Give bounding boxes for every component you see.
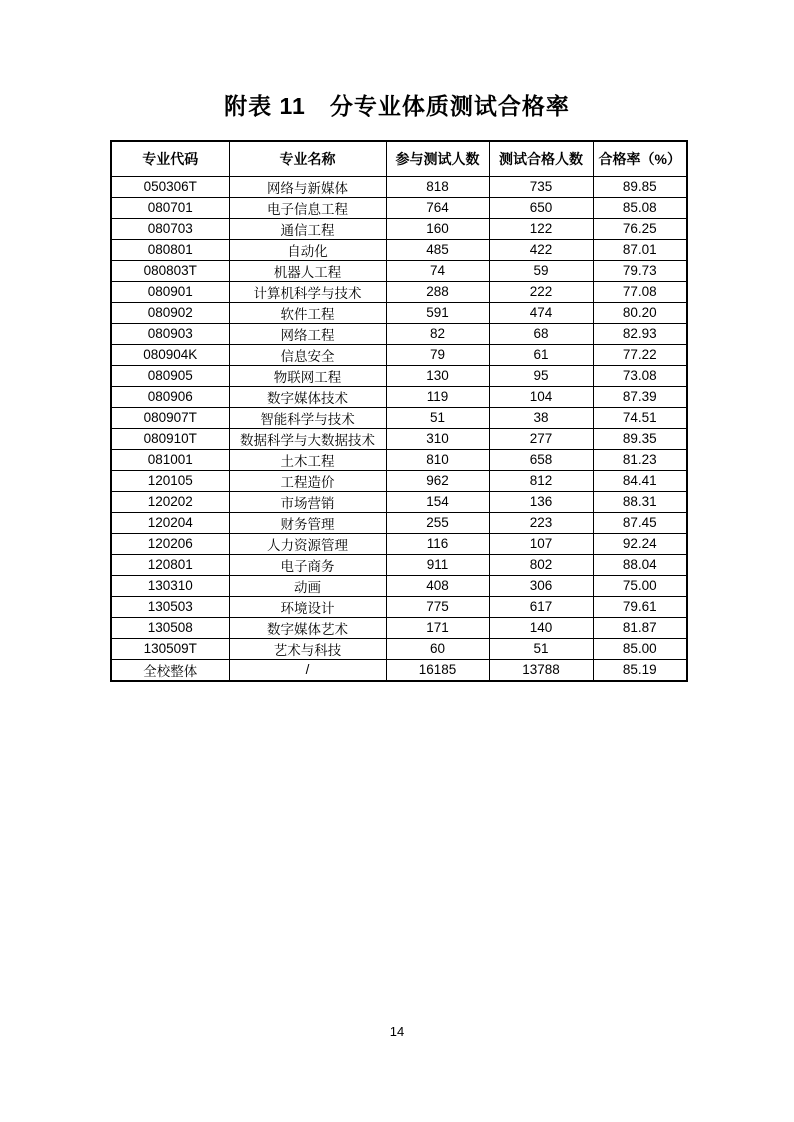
table-cell: 617 [489,596,593,617]
table-row [111,575,687,596]
table-cell: 050306T [111,176,229,197]
table-cell: 810 [386,449,489,470]
table-cell: 107 [489,533,593,554]
table-row [111,638,687,659]
table-row [111,491,687,512]
table-cell: 120801 [111,554,229,575]
table-row [111,176,687,197]
table-cell: 080701 [111,197,229,218]
table-cell: 88.31 [593,491,687,512]
table-cell: 306 [489,575,593,596]
table-cell: 机器人工程 [229,260,386,281]
table-cell: 网络与新媒体 [229,176,386,197]
table-cell: 75.00 [593,575,687,596]
table-cell: 120206 [111,533,229,554]
table-cell: 土木工程 [229,449,386,470]
table-cell: 911 [386,554,489,575]
table-cell: 277 [489,428,593,449]
table-cell: 120105 [111,470,229,491]
table-cell: 77.22 [593,344,687,365]
table-cell: 81.23 [593,449,687,470]
table-cell: 650 [489,197,593,218]
table-cell: 数据科学与大数据技术 [229,428,386,449]
table-row [111,512,687,533]
table-cell: 802 [489,554,593,575]
table-cell: 116 [386,533,489,554]
table-cell: 812 [489,470,593,491]
table-cell: 环境设计 [229,596,386,617]
table-cell: 160 [386,218,489,239]
table-cell: 658 [489,449,593,470]
table-row [111,449,687,470]
table-cell: 223 [489,512,593,533]
table-row [111,239,687,260]
table-cell: 130508 [111,617,229,638]
table-cell: 080901 [111,281,229,302]
table-cell: 79.61 [593,596,687,617]
table-row [111,428,687,449]
table-cell: 080910T [111,428,229,449]
table-cell: 84.41 [593,470,687,491]
table-cell: 80.20 [593,302,687,323]
table-cell: 422 [489,239,593,260]
table-cell: 95 [489,365,593,386]
table-row [111,386,687,407]
table-cell: 735 [489,176,593,197]
table-cell: 408 [386,575,489,596]
table-cell: 080903 [111,323,229,344]
table-cell: 591 [386,302,489,323]
column-header: 专业名称 [229,141,386,176]
table-cell: 92.24 [593,533,687,554]
table-cell: 130503 [111,596,229,617]
table-cell: 自动化 [229,239,386,260]
table-cell: 76.25 [593,218,687,239]
table-cell: 87.39 [593,386,687,407]
table-cell: 119 [386,386,489,407]
table-cell: 310 [386,428,489,449]
table-cell: / [229,659,386,681]
table-row [111,281,687,302]
table-cell: 51 [386,407,489,428]
table-cell: 136 [489,491,593,512]
column-header: 参与测试人数 [386,141,489,176]
table-cell: 59 [489,260,593,281]
column-header: 测试合格人数 [489,141,593,176]
table-cell: 智能科学与技术 [229,407,386,428]
table-row [111,260,687,281]
table-cell: 130 [386,365,489,386]
table-cell: 85.19 [593,659,687,681]
table-cell: 080904K [111,344,229,365]
table-cell: 61 [489,344,593,365]
table-cell: 电子商务 [229,554,386,575]
table-cell: 288 [386,281,489,302]
table-cell: 080801 [111,239,229,260]
table-cell: 081001 [111,449,229,470]
table-cell: 网络工程 [229,323,386,344]
table-cell: 080905 [111,365,229,386]
table-cell: 信息安全 [229,344,386,365]
table-row [111,659,687,681]
table-row [111,470,687,491]
table-cell: 154 [386,491,489,512]
table-cell: 艺术与科技 [229,638,386,659]
table-cell: 818 [386,176,489,197]
table-cell: 计算机科学与技术 [229,281,386,302]
table-row [111,617,687,638]
table-row [111,407,687,428]
table-cell: 软件工程 [229,302,386,323]
table-cell: 工程造价 [229,470,386,491]
table-cell: 85.08 [593,197,687,218]
table-row [111,596,687,617]
table-cell: 130509T [111,638,229,659]
table-row [111,323,687,344]
table-cell: 数字媒体技术 [229,386,386,407]
table-cell: 474 [489,302,593,323]
table-cell: 通信工程 [229,218,386,239]
table-cell: 120202 [111,491,229,512]
table-cell: 89.85 [593,176,687,197]
table-cell: 市场营销 [229,491,386,512]
table-row [111,344,687,365]
table-cell: 080803T [111,260,229,281]
table-cell: 79.73 [593,260,687,281]
table-cell: 080902 [111,302,229,323]
table-cell: 79 [386,344,489,365]
table-row [111,533,687,554]
table-cell: 81.87 [593,617,687,638]
table-cell: 38 [489,407,593,428]
table-cell: 82.93 [593,323,687,344]
table-cell: 13788 [489,659,593,681]
table-cell: 104 [489,386,593,407]
table-cell: 51 [489,638,593,659]
table-cell: 962 [386,470,489,491]
table-cell: 255 [386,512,489,533]
table-cell: 080907T [111,407,229,428]
table-cell: 775 [386,596,489,617]
table-cell: 财务管理 [229,512,386,533]
table-cell: 电子信息工程 [229,197,386,218]
table-cell: 130310 [111,575,229,596]
table-cell: 87.01 [593,239,687,260]
table-cell: 动画 [229,575,386,596]
table-cell: 485 [386,239,489,260]
table-cell: 60 [386,638,489,659]
table-cell: 89.35 [593,428,687,449]
table-cell: 68 [489,323,593,344]
page-title: 附表 11 分专业体质测试合格率 [224,93,570,119]
table-row [111,554,687,575]
page-number: 14 [389,1024,405,1039]
table-cell: 122 [489,218,593,239]
table-row [111,197,687,218]
table-cell: 物联网工程 [229,365,386,386]
table-row [111,218,687,239]
table-cell: 74 [386,260,489,281]
table-cell: 73.08 [593,365,687,386]
column-header: 专业代码 [111,141,229,176]
table-cell: 85.00 [593,638,687,659]
table-cell: 140 [489,617,593,638]
table-head [111,141,687,176]
table-cell: 87.45 [593,512,687,533]
table-cell: 74.51 [593,407,687,428]
table-cell: 171 [386,617,489,638]
table-row [111,365,687,386]
table-cell: 88.04 [593,554,687,575]
table-cell: 764 [386,197,489,218]
table-cell: 080703 [111,218,229,239]
table-header-row [111,141,687,176]
table-cell: 080906 [111,386,229,407]
column-header: 合格率（%） [593,141,687,176]
table-cell: 222 [489,281,593,302]
table-body [111,176,687,681]
table-cell: 82 [386,323,489,344]
pass-rate-table [110,140,688,682]
table-cell: 120204 [111,512,229,533]
table-cell: 77.08 [593,281,687,302]
table-cell: 全校整体 [111,659,229,681]
table-cell: 16185 [386,659,489,681]
table-cell: 数字媒体艺术 [229,617,386,638]
table-cell: 人力资源管理 [229,533,386,554]
table-row [111,302,687,323]
